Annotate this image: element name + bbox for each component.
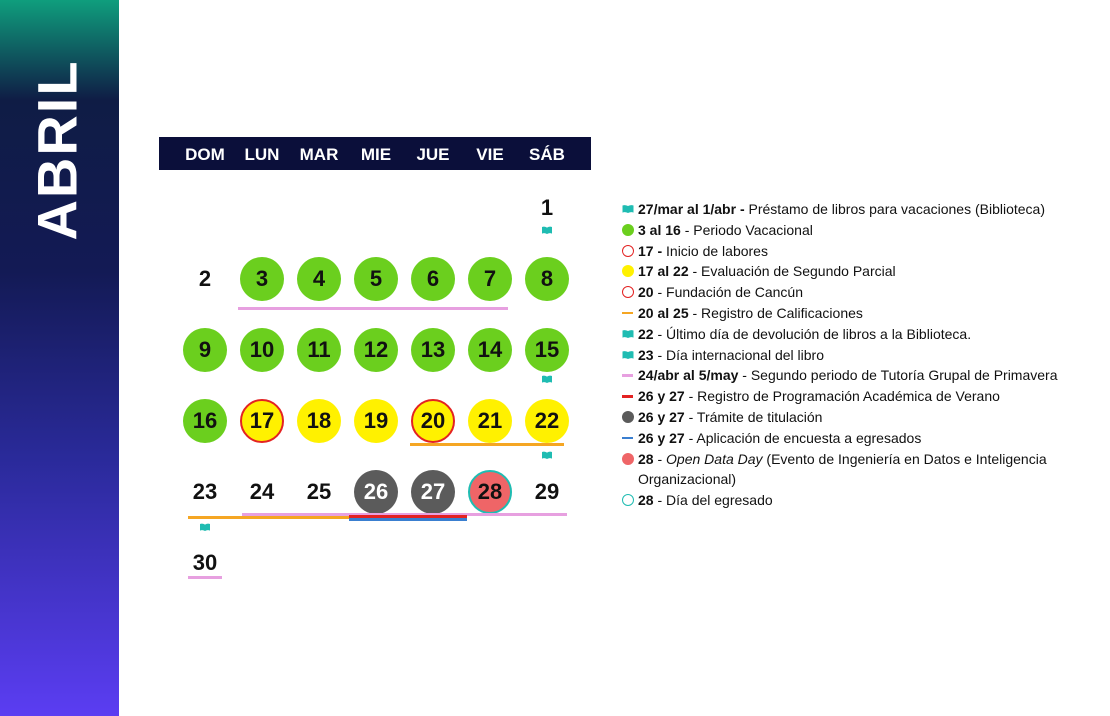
legend-item	[622, 365, 1092, 386]
legend-item	[622, 407, 1092, 428]
legend-text: - Aplicación de encuesta a egresados	[684, 429, 922, 446]
day-8: 8	[525, 257, 569, 301]
day-30: 30	[192, 550, 218, 575]
legend-key: 26 y 27	[638, 429, 685, 446]
legend-key: 26 y 27	[638, 408, 685, 425]
salmon-dot-icon	[622, 453, 634, 465]
legend-key: 26 y 27	[638, 388, 685, 405]
legend-text: Inicio de labores	[662, 242, 768, 259]
legend-key: 27/mar al 1/abr -	[638, 201, 745, 217]
legend-key: 17 -	[638, 242, 663, 259]
weekday-vie: VIE	[476, 145, 504, 164]
legend-text: - Registro de Calificaciones	[688, 304, 863, 321]
legend-text: - Último día de devolución de libros a la Biblioteca.	[653, 325, 972, 342]
legend-text: (Evento de Ingeniería en Datos e Inteligencia Organizacional)	[638, 450, 1047, 488]
day-28: 28	[468, 470, 512, 514]
legend-text: - Día internacional del libro	[653, 346, 824, 363]
legend-key: 22	[638, 325, 654, 342]
weekday-header	[159, 137, 591, 170]
encuesta-underline	[349, 518, 467, 521]
day-1: 1	[540, 195, 554, 220]
day-17: 17	[240, 399, 284, 443]
day-2: 2	[198, 266, 212, 291]
yellow-dot-icon	[622, 265, 634, 277]
weekday-dom: DOM	[185, 145, 225, 164]
day-15: 15	[525, 328, 569, 372]
day-26: 26	[354, 470, 398, 514]
day-18: 18	[297, 399, 341, 443]
legend-key: 24/abr al 5/may	[638, 367, 739, 384]
day-27: 27	[411, 470, 455, 514]
teal-ring-icon	[622, 494, 634, 506]
blue-line-icon	[622, 437, 633, 440]
legend	[622, 199, 1092, 511]
book-icon	[541, 451, 553, 460]
tutoria-underline-30	[188, 576, 222, 579]
day-5: 5	[354, 257, 398, 301]
pink-line-icon	[622, 374, 633, 377]
legend-item	[622, 345, 1092, 366]
legend-text: - Trámite de titulación	[684, 408, 823, 425]
day-20: 20	[411, 399, 455, 443]
legend-text: - Evaluación de Segundo Parcial	[688, 263, 896, 280]
day-23: 23	[192, 479, 218, 504]
legend-text: -	[653, 450, 667, 467]
legend-item	[622, 386, 1092, 407]
legend-key: 28	[638, 492, 654, 509]
legend-item	[622, 220, 1092, 241]
grades-underline-row5	[188, 516, 350, 519]
legend-key: 28	[638, 450, 654, 467]
day-3: 3	[240, 257, 284, 301]
day-9: 9	[183, 328, 227, 372]
green-dot-icon	[622, 224, 634, 236]
legend-text: - Fundación de Cancún	[653, 284, 804, 301]
legend-key: 17 al 22	[638, 263, 689, 280]
legend-item	[622, 449, 1092, 491]
gray-dot-icon	[622, 411, 634, 423]
legend-item	[622, 324, 1092, 345]
day-11: 11	[297, 328, 341, 372]
legend-italic: Open Data Day	[666, 450, 763, 467]
day-6: 6	[411, 257, 455, 301]
book-icon	[622, 203, 634, 215]
day-21: 21	[468, 399, 512, 443]
day-7: 7	[468, 257, 512, 301]
legend-key: 20 al 25	[638, 304, 689, 321]
day-4: 4	[297, 257, 341, 301]
book-icon	[622, 349, 634, 361]
legend-text: - Día del egresado	[653, 492, 773, 509]
month-title: ABRIL	[25, 59, 89, 241]
day-10: 10	[240, 328, 284, 372]
day-24: 24	[249, 479, 275, 504]
legend-item	[622, 303, 1092, 324]
day-12: 12	[354, 328, 398, 372]
day-29: 29	[534, 479, 560, 504]
weekday-mie: MIE	[360, 145, 392, 164]
red-ring-icon	[622, 286, 634, 298]
weekday-mar: MAR	[299, 145, 339, 164]
grades-underline-row4	[410, 443, 564, 446]
weekday-jue: JUE	[416, 145, 450, 164]
legend-item	[622, 428, 1092, 449]
day-13: 13	[411, 328, 455, 372]
weekday-sab: SÁB	[529, 145, 565, 164]
day-14: 14	[468, 328, 512, 372]
vacation-underline	[238, 307, 508, 310]
red-line-icon	[622, 395, 633, 398]
red-ring-icon	[622, 245, 634, 257]
day-16: 16	[183, 399, 227, 443]
book-icon	[541, 226, 553, 235]
weekday-lun: LUN	[244, 145, 280, 164]
orange-line-icon	[622, 312, 633, 315]
day-22: 22	[525, 399, 569, 443]
day-19: 19	[354, 399, 398, 443]
legend-item	[622, 490, 1092, 511]
legend-key: 3 al 16	[638, 221, 681, 238]
legend-item	[622, 199, 1092, 220]
legend-text: - Periodo Vacacional	[680, 221, 813, 238]
legend-key: 23	[638, 346, 654, 363]
legend-item	[622, 282, 1092, 303]
book-icon	[541, 375, 553, 384]
legend-text: - Registro de Programación Académica de Verano	[684, 388, 1000, 405]
legend-item	[622, 261, 1092, 282]
legend-text: - Segundo periodo de Tutoría Grupal de Primavera	[738, 367, 1058, 384]
book-icon	[622, 328, 634, 340]
legend-item	[622, 241, 1092, 262]
legend-text: Préstamo de libros para vacaciones (Biblioteca)	[744, 201, 1045, 217]
day-25: 25	[306, 479, 332, 504]
book-icon	[199, 523, 211, 532]
legend-key: 20	[638, 284, 654, 301]
